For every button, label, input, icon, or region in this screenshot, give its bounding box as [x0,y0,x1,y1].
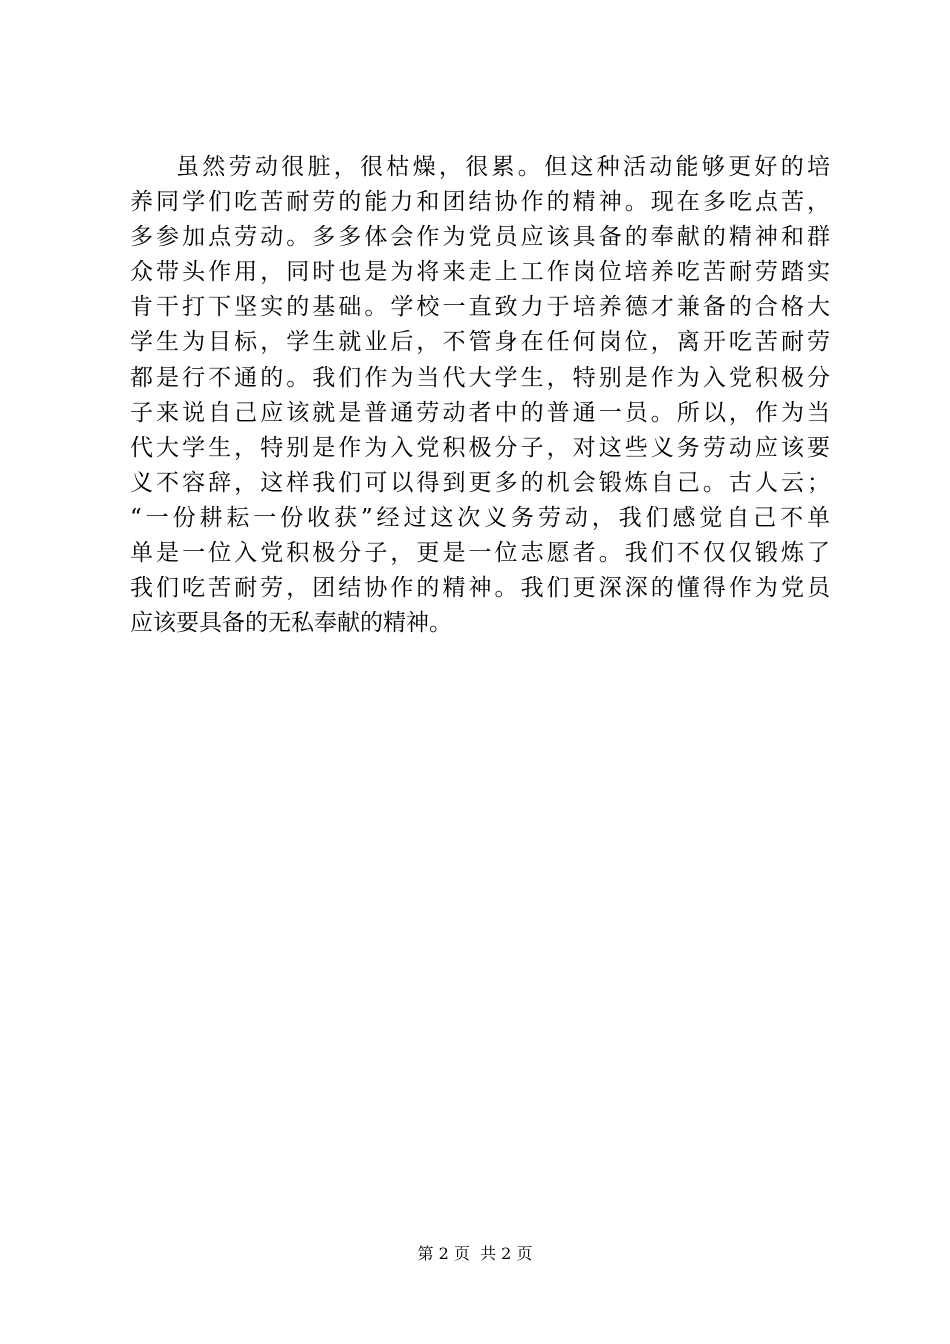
paragraph-line: 单是一位入党积极分子，更是一位志愿者。我们不仅仅锻炼了 [130,540,830,567]
paragraph-line: 众带头作用，同时也是为将来走上工作岗位培养吃苦耐劳踏实 [130,259,830,286]
paragraph-line: 应该要具备的无私奉献的精神。 [130,610,452,637]
paragraph-line: 子来说自己应该就是普通劳动者中的普通一员。所以，作为当 [130,399,830,426]
paragraph-line: 都是行不通的。我们作为当代大学生，特别是作为入党积极分 [130,364,830,391]
paragraph-line: 学生为目标，学生就业后，不管身在任何岗位，离开吃苦耐劳 [130,329,830,356]
paragraph-line: 养同学们吃苦耐劳的能力和团结协作的精神。现在多吃点苦， [130,189,830,216]
paragraph-line: 代大学生，特别是作为入党积极分子，对这些义务劳动应该要 [130,434,830,461]
page-number-footer: 第 2 页 共 2 页 [417,1244,533,1263]
body-paragraph [130,150,830,641]
paragraph-line: 肯干打下坚实的基础。学校一直致力于培养德才兼备的合格大 [130,294,830,321]
paragraph-line: “一份耕耘一份收获”经过这次义务劳动，我们感觉自己不单 [130,504,830,531]
paragraph-line: 我们吃苦耐劳，团结协作的精神。我们更深深的懂得作为党员 [130,575,830,602]
paragraph-line: 义不容辞，这样我们可以得到更多的机会锻炼自己。古人云； [130,469,830,496]
paragraph-line: 虽然劳动很脏，很枯燥，很累。但这种活动能够更好的培 [176,154,830,180]
paragraph-line: 多参加点劳动。多多体会作为党员应该具备的奉献的精神和群 [130,224,830,251]
